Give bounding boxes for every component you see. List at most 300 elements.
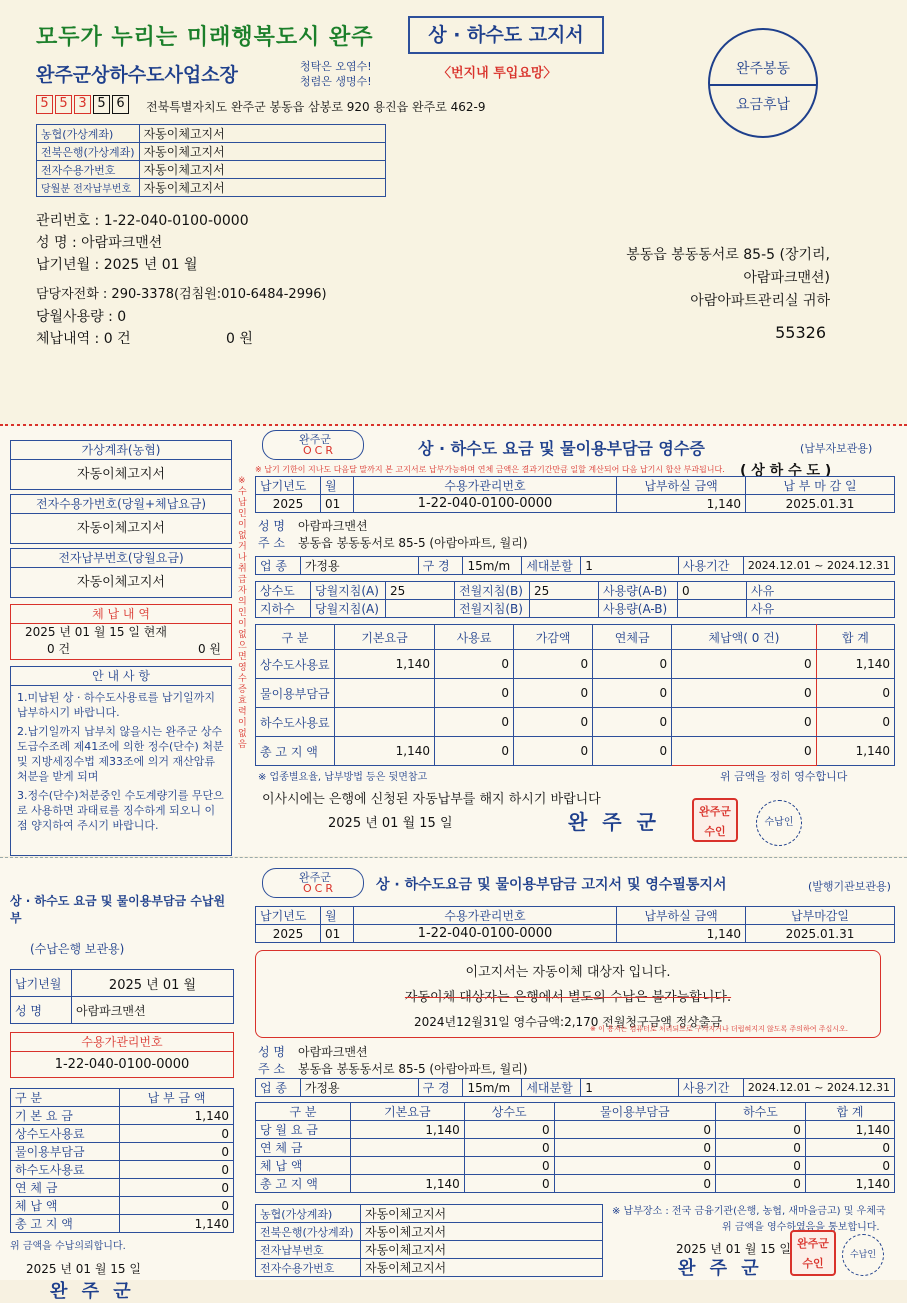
- meter-use-label: 사용량(A-B): [599, 600, 678, 618]
- amount-value: 1,140: [617, 925, 746, 943]
- recipient-block: [560, 244, 830, 344]
- fee-cell: 당 월 요 금: [256, 1121, 351, 1139]
- fee-cell: 0: [554, 1175, 715, 1193]
- notice-section: [0, 858, 907, 1302]
- notice-head-table: [255, 906, 895, 943]
- electronic-customer-box: [10, 494, 232, 544]
- notice-date: 2025 년 01 월 15 일: [676, 1242, 791, 1256]
- head-labels: [256, 477, 895, 495]
- document-title: 상 · 하수도 고지서: [428, 24, 584, 46]
- address-line: [258, 535, 528, 552]
- electronic-payment-value: 자동이체고지서: [77, 575, 165, 590]
- ledger-row: [11, 970, 234, 997]
- receipt-copy-note: (납부자보관용): [800, 442, 873, 455]
- notice-title: 상 · 하수도요금 및 물이용부담금 고지서 및 영수필통지서: [376, 877, 727, 893]
- fee-row: [256, 1157, 895, 1175]
- fee-cell: 0: [593, 708, 672, 737]
- office-name: 완주군상하수도사업소장: [36, 64, 238, 86]
- fee-cell: 0: [464, 1139, 554, 1157]
- receipt-confirm: 위 금액을 정히 영수합니다: [720, 770, 848, 783]
- ledger-date: 2025 년 01 월 15 일: [26, 1262, 141, 1276]
- ledger-item: 하수도사용료: [11, 1161, 120, 1179]
- electronic-payment-box: [10, 548, 232, 598]
- fee-cell: 0: [554, 1121, 715, 1139]
- fee-cell: 총 고 지 액: [256, 1175, 351, 1193]
- fee-col: 기본요금: [335, 625, 435, 650]
- name-value: 아람파크맨션: [298, 1045, 368, 1059]
- type-label: 업 종: [256, 1079, 301, 1097]
- method-row: [256, 1241, 603, 1259]
- ledger-amount: 0: [120, 1161, 234, 1179]
- fee-col: 물이용부담금: [554, 1103, 715, 1121]
- fee-cell: [335, 708, 435, 737]
- zip-digit: 5: [93, 95, 110, 114]
- fee-col: 사용료: [435, 625, 514, 650]
- fee-cell: 0: [593, 650, 672, 679]
- fee-cell: 1,140: [335, 737, 435, 766]
- customer-name: 성 명 : 아람파크맨션: [36, 235, 163, 251]
- method-value: 자동이체고지서: [361, 1205, 603, 1223]
- ledger-row: [11, 997, 234, 1024]
- fee-cell: 0: [464, 1157, 554, 1175]
- fee-cell: 0: [593, 737, 672, 766]
- autopay-line2: 자동이체 대상자는 은행에서 별도의 수납은 불가능합니다.: [404, 990, 732, 1005]
- fee-cell: 1,140: [351, 1175, 465, 1193]
- notice-copy-note: (발행기관보관용): [808, 880, 891, 893]
- fee-cell: 0: [435, 679, 514, 708]
- fee-col: 연체금: [593, 625, 672, 650]
- ocr-logo: [262, 430, 364, 460]
- notice-envelope-section: [0, 0, 907, 425]
- notice-issuer: 완 주 군: [678, 1258, 763, 1279]
- method-label: 농협(가상계좌): [37, 125, 140, 143]
- receipt-left-column: [10, 440, 232, 856]
- type-label: 업 종: [256, 557, 301, 575]
- slogan-clean: 청탁은 오염수!: [300, 60, 372, 73]
- method-label: 당월분 전자납부번호: [37, 179, 140, 197]
- period-label: 사용기간: [678, 1079, 743, 1097]
- address-label: 주 소: [258, 536, 285, 550]
- meter-use: [678, 600, 747, 618]
- ledger-amount-header: [11, 1089, 234, 1107]
- logo-top: 완주군: [299, 433, 331, 446]
- method-row: [256, 1223, 603, 1241]
- fee-cell: [335, 679, 435, 708]
- monthly-usage: 당월사용량 : 0: [36, 309, 127, 325]
- name-label: 성 명: [258, 519, 285, 533]
- postage-top: 완주봉동: [735, 61, 791, 77]
- head-values: [256, 495, 895, 513]
- meter-row: [256, 600, 895, 618]
- arrears-amount: 0 원: [226, 331, 253, 347]
- fee-cell: 0: [554, 1139, 715, 1157]
- method-value: 자동이체고지서: [139, 143, 385, 161]
- recipient-line3: 아람아파트관리실 귀하: [690, 293, 830, 309]
- virtual-account-title: 가상계좌(농협): [11, 441, 231, 460]
- ledger-label: 성 명: [11, 997, 72, 1024]
- ocr-logo-2: [262, 868, 364, 898]
- fee-cell: 0: [435, 650, 514, 679]
- fee-cell: 1,140: [805, 1175, 894, 1193]
- method-row: [256, 1205, 603, 1223]
- virtual-account-box: [10, 440, 232, 490]
- seal-label: 수납인: [849, 1250, 877, 1260]
- guide-box: [10, 666, 232, 856]
- ledger-label: 납기년월: [11, 970, 72, 997]
- receipt-head-table: [255, 476, 895, 513]
- period-to: ~ 2024.12.31: [814, 1081, 890, 1094]
- customer-info: [36, 210, 327, 350]
- method-value: 자동이체고지서: [361, 1241, 603, 1259]
- meter-use: 0: [678, 582, 747, 600]
- method-label: 전북은행(가상계좌): [256, 1223, 361, 1241]
- recipient-line2: 아람파크맨션): [743, 270, 830, 286]
- billing-period: 납기년월 : 2025 년 01 월: [36, 257, 198, 273]
- method-value: 자동이체고지서: [139, 179, 385, 197]
- year-label: 납기년도: [256, 907, 321, 925]
- method-value: 자동이체고지서: [361, 1259, 603, 1277]
- ledger-amount: 1,140: [120, 1215, 234, 1233]
- virtual-account-value: 자동이체고지서: [77, 467, 165, 482]
- guide-item: 2.납기일까지 납부치 않을시는 완주군 상수도급수조례 제41조에 의한 정수(단수) 처분 및 지방세징수법 제33조에 의거 재산압류처분을 받게 되며: [17, 725, 224, 783]
- seal-label: 수납인: [764, 817, 794, 828]
- postage-mark: [708, 28, 818, 138]
- year-value: 2025: [256, 925, 321, 943]
- arrears-count: 체납내역 : 0 건: [36, 331, 131, 347]
- type-row: [256, 557, 895, 575]
- ledger-amount-row: [11, 1197, 234, 1215]
- bottom-left-column: [10, 862, 234, 1303]
- delivery-note: 〈번지내 투입요망〉: [438, 66, 557, 81]
- ledger-amount-row: [11, 1215, 234, 1233]
- arrears-title: 체 납 내 역: [11, 605, 231, 624]
- month-value: 01: [321, 495, 354, 513]
- period-value: [743, 1079, 894, 1097]
- meter-prev: [530, 600, 599, 618]
- fee-cell: 0: [716, 1175, 806, 1193]
- meter-current: 25: [386, 582, 455, 600]
- side-note: ※ 수납인이 없거나 취급자의 인이 없으면 영수증 효력이 없음: [238, 476, 247, 750]
- arrears-amount: 0 원: [197, 642, 221, 656]
- fee-cell: 0: [554, 1157, 715, 1175]
- fee-cell: 0: [464, 1121, 554, 1139]
- period-value: [743, 557, 894, 575]
- address-label: 주 소: [258, 1062, 285, 1076]
- amount-value: 1,140: [617, 495, 746, 513]
- autopay-line3: 2024년12월31일 영수금액:2,170 전월청구금액 정상출금: [414, 1015, 722, 1029]
- arrears-box: [10, 604, 232, 660]
- period-label: 사용기간: [678, 557, 743, 575]
- meter-prev-label: 전월지침(B): [455, 582, 530, 600]
- fee-cell: 체 납 액: [256, 1157, 351, 1175]
- fee-cell: 0: [593, 679, 672, 708]
- receipt-seal-circle: [756, 800, 802, 846]
- zip-digit: 3: [74, 95, 91, 114]
- postage-bottom: 요금후납: [735, 97, 791, 113]
- fee-cell: 0: [716, 1157, 806, 1175]
- fee-row: [256, 1139, 895, 1157]
- address-line: [258, 1061, 528, 1078]
- document-title-box: [408, 16, 604, 54]
- fee-col: 구 분: [256, 1103, 351, 1121]
- issuer-name: 완 주 군: [568, 810, 660, 834]
- zip-digit: 5: [36, 95, 53, 114]
- fee-header: [256, 625, 895, 650]
- notice-confirm: 위 금액을 영수하였음을 통보합니다.: [722, 1222, 880, 1233]
- fee-col: 상수도: [464, 1103, 554, 1121]
- postage-divider: [710, 84, 816, 86]
- ledger-confirm: 위 금액을 수납의뢰합니다.: [10, 1241, 126, 1252]
- method-label: 전북은행(가상계좌): [37, 143, 140, 161]
- ledger-customer-title: 수용가관리번호: [11, 1033, 233, 1052]
- arrears-line: [36, 328, 327, 350]
- receipt-section: [0, 426, 907, 856]
- ledger-value: 2025 년 01 월: [72, 970, 234, 997]
- method-row: [37, 161, 386, 179]
- receipt-customer: [258, 518, 528, 552]
- period-to: ~ 2024.12.31: [814, 559, 890, 572]
- payment-methods-table: [36, 124, 386, 197]
- month-value: 01: [321, 925, 354, 943]
- fee-footnote: ※ 업종별요율, 납부방법 등은 뒷면참고: [258, 772, 428, 783]
- address-value: 봉동읍 봉동동서로 85-5 (아람아파트, 월리): [298, 1062, 528, 1076]
- guide-item: 3.정수(단수)처분중인 수도계량기를 무단으로 사용하면 과태료를 징수하게 되오니 이점 양지하여 주시기 바랍니다.: [17, 789, 224, 832]
- fee-cell: 0: [435, 708, 514, 737]
- slogan-life: 청렴은 생명수!: [300, 75, 372, 88]
- fee-col: 합 계: [816, 625, 894, 650]
- zip-boxes: [36, 95, 129, 114]
- method-label: 전자수용가번호: [37, 161, 140, 179]
- ledger-value: 아람파크맨션: [72, 997, 234, 1024]
- method-row: [37, 143, 386, 161]
- contact-phone: 담당자전화 : 290-3378(검침원:010-6484-2996): [36, 287, 327, 302]
- management-number: 관리번호 : 1-22-040-0100-0000: [36, 213, 249, 229]
- ledger-info-table: [10, 969, 234, 1024]
- method-value: 자동이체고지서: [139, 161, 385, 179]
- year-label: 납기년도: [256, 477, 321, 495]
- method-value: 자동이체고지서: [139, 125, 385, 143]
- receipt-date: 2025 년 01 월 15 일: [328, 816, 453, 831]
- fee-cell: 1,140: [816, 737, 894, 766]
- name-line: [258, 1044, 528, 1061]
- fee-row: [256, 708, 895, 737]
- meter-use-label: 사용량(A-B): [599, 582, 678, 600]
- fee-cell: 0: [672, 679, 816, 708]
- households-label: 세대분할: [522, 557, 581, 575]
- fee-cell: 물이용부담금: [256, 679, 335, 708]
- meter-kind: 상수도: [256, 582, 311, 600]
- meter-kind: 지하수: [256, 600, 311, 618]
- name-label: 성 명: [258, 1045, 285, 1059]
- fee-cell: 0: [672, 708, 816, 737]
- meter-table: [255, 581, 895, 618]
- notice-customer: [258, 1044, 528, 1078]
- ledger-item: 기 본 요 금: [11, 1107, 120, 1125]
- fee-cell: 0: [716, 1139, 806, 1157]
- logo-bottom: OCR: [303, 882, 336, 895]
- fee-row: [256, 679, 895, 708]
- fee-cell: 0: [716, 1121, 806, 1139]
- type-value: 가정용: [300, 1079, 418, 1097]
- fee-cell: 0: [805, 1139, 894, 1157]
- due-label: 납부마감일: [746, 907, 895, 925]
- name-line: [258, 518, 528, 535]
- customer-number-label: 수용가관리번호: [354, 477, 617, 495]
- fee-cell: 1,140: [351, 1121, 465, 1139]
- meter-current-label: 당월지침(A): [311, 600, 386, 618]
- name-value: 아람파크맨션: [298, 519, 368, 533]
- fee-cell: 0: [514, 737, 593, 766]
- bore-label: 구 경: [418, 557, 463, 575]
- fee-row: [256, 650, 895, 679]
- due-label: 납 부 마 감 일: [746, 477, 895, 495]
- fee-row: [256, 1121, 895, 1139]
- ledger-amount-table: [10, 1088, 234, 1233]
- transfer-note: 이사시에는 은행에 신청된 자동납부를 해지 하시기 바랍니다: [262, 792, 601, 807]
- ledger-item: 체 납 액: [11, 1197, 120, 1215]
- meter-reason: 사유: [747, 600, 895, 618]
- fee-cell: 0: [514, 650, 593, 679]
- method-value: 자동이체고지서: [361, 1223, 603, 1241]
- arrears-date: 2025 년 01 월 15 일 현재: [25, 625, 167, 639]
- ledger-amount: 0: [120, 1143, 234, 1161]
- recipient-postcode: 55326: [775, 323, 826, 342]
- fee-cell: 0: [435, 737, 514, 766]
- fee-cell: 0: [805, 1157, 894, 1175]
- meter-prev-label: 전월지침(B): [455, 600, 530, 618]
- meter-row: [256, 582, 895, 600]
- households-label: 세대분할: [522, 1079, 581, 1097]
- meter-reason: 사유: [747, 582, 895, 600]
- ledger-amount-row: [11, 1161, 234, 1179]
- fee-cell: [351, 1157, 465, 1175]
- ledger-item: 총 고 지 액: [11, 1215, 120, 1233]
- fee-cell: 하수도사용료: [256, 708, 335, 737]
- ledger-amount-row: [11, 1179, 234, 1197]
- meter-current-label: 당월지침(A): [311, 582, 386, 600]
- fee-cell: 0: [514, 679, 593, 708]
- ledger-customer-value: 1-22-040-0100-0000: [54, 1057, 190, 1072]
- fee-cell: 0: [816, 679, 894, 708]
- ledger-amount-row: [11, 1107, 234, 1125]
- customer-number-value: 1-22-040-0100-0000: [354, 495, 617, 513]
- ledger-col: 구 분: [11, 1089, 120, 1107]
- zip-digit: 6: [112, 95, 129, 114]
- bore-value: 15m/m: [463, 1079, 522, 1097]
- recipient-line1: 봉동읍 봉동동서로 85-5 (장기리,: [626, 247, 830, 263]
- fee-col: 기본요금: [351, 1103, 465, 1121]
- fee-col: 가감액: [514, 625, 593, 650]
- customer-number-value: 1-22-040-0100-0000: [354, 925, 617, 943]
- method-row: [256, 1259, 603, 1277]
- meter-prev: 25: [530, 582, 599, 600]
- households-value: 1: [581, 557, 679, 575]
- bore-label: 구 경: [418, 1079, 463, 1097]
- fee-cell: 총 고 지 액: [256, 737, 335, 766]
- fee-cell: [351, 1139, 465, 1157]
- address-value: 봉동읍 봉동동서로 85-5 (아람아파트, 월리): [298, 536, 528, 550]
- fee-cell: 1,140: [805, 1121, 894, 1139]
- ledger-item: 물이용부담금: [11, 1143, 120, 1161]
- electronic-customer-value: 자동이체고지서: [77, 521, 165, 536]
- ledger-customer-box: [10, 1032, 234, 1078]
- head-labels: [256, 907, 895, 925]
- logo-top: 완주군: [299, 871, 331, 884]
- fee-cell: 연 체 금: [256, 1139, 351, 1157]
- ledger-amount: 0: [120, 1179, 234, 1197]
- customer-number-label: 수용가관리번호: [354, 907, 617, 925]
- electronic-payment-title: 전자납부번호(당월요금): [11, 549, 231, 568]
- fee-col: 합 계: [805, 1103, 894, 1121]
- fee-table: [255, 624, 895, 766]
- ledger-amount: 0: [120, 1125, 234, 1143]
- notice-methods-table: [255, 1204, 603, 1277]
- guide-title: 안 내 사 항: [11, 667, 231, 686]
- month-label: 월: [321, 907, 354, 925]
- guide-item: 1.미납된 상 · 하수도사용료를 납기일까지 납부하시기 바랍니다.: [17, 691, 215, 719]
- type-value: 가정용: [300, 557, 418, 575]
- head-values: [256, 925, 895, 943]
- ledger-subtitle: (수납은행 보관용): [30, 942, 125, 956]
- receipt-type-table: [255, 556, 895, 575]
- sender-address: 전북특별자치도 완주군 봉동읍 삼봉로 920 용진읍 완주로 462-9: [146, 100, 486, 114]
- electronic-customer-title: 전자수용가번호(당월+체납요금): [11, 495, 231, 514]
- receipt-title: 상 · 하수도 요금 및 물이용부담금 영수증: [418, 439, 705, 458]
- handling-note: ※ 이 용지는 컴퓨터로 처리되므로 구겨지거나 더럽혀지지 않도록 주의하여 주십시오.: [590, 1025, 849, 1033]
- notice-seal-circle: [842, 1234, 884, 1276]
- service-type: ( 상 하 수 도 ): [740, 463, 832, 479]
- ledger-amount-row: [11, 1143, 234, 1161]
- year-value: 2025: [256, 495, 321, 513]
- arrears-values: [11, 641, 231, 658]
- meter-current: [386, 600, 455, 618]
- ledger-issuer: 완 주 군: [50, 1281, 135, 1302]
- due-value: 2025.01.31: [746, 925, 895, 943]
- fee-header: [256, 1103, 895, 1121]
- official-seal-2: 완주군수인: [790, 1230, 836, 1276]
- period-from: 2024.12.01: [747, 1081, 811, 1094]
- ledger-amount: 1,140: [120, 1107, 234, 1125]
- ledger-item: 연 체 금: [11, 1179, 120, 1197]
- method-label: 전자수용가번호: [256, 1259, 361, 1277]
- autopay-line1: 이고지서는 자동이체 대상자 입니다.: [465, 965, 671, 980]
- fee-cell: 0: [672, 650, 816, 679]
- zip-digit: 5: [55, 95, 72, 114]
- fee-col: 체납액( 0 건): [672, 625, 816, 650]
- ledger-amount-row: [11, 1125, 234, 1143]
- type-row: [256, 1079, 895, 1097]
- late-notice: ※ 납기 기한이 지나도 다음달 말까지 본 고지서로 납부가능하며 연체 금액은 결과기간만큼 일할 계산되어 다음 납기시 합산 부과됩니다.: [255, 465, 725, 474]
- logo-bottom: OCR: [303, 444, 336, 457]
- bore-value: 15m/m: [463, 557, 522, 575]
- ledger-amount: 0: [120, 1197, 234, 1215]
- fee-cell: 1,140: [335, 650, 435, 679]
- notice-type-table: [255, 1078, 895, 1097]
- fee-col: 하수도: [716, 1103, 806, 1121]
- households-value: 1: [581, 1079, 679, 1097]
- slogan: 모두가 누리는 미래행복도시 완주: [36, 25, 374, 50]
- fee-cell: 0: [464, 1175, 554, 1193]
- arrears-count: 0 건: [47, 642, 71, 656]
- fee-row: [256, 1175, 895, 1193]
- fee-col: 구 분: [256, 625, 335, 650]
- fee-cell: 0: [816, 708, 894, 737]
- notice-fee-table: [255, 1102, 895, 1193]
- fee-cell: 0: [672, 737, 816, 766]
- ledger-item: 상수도사용료: [11, 1125, 120, 1143]
- fee-row: [256, 737, 895, 766]
- period-from: 2024.12.01: [747, 559, 811, 572]
